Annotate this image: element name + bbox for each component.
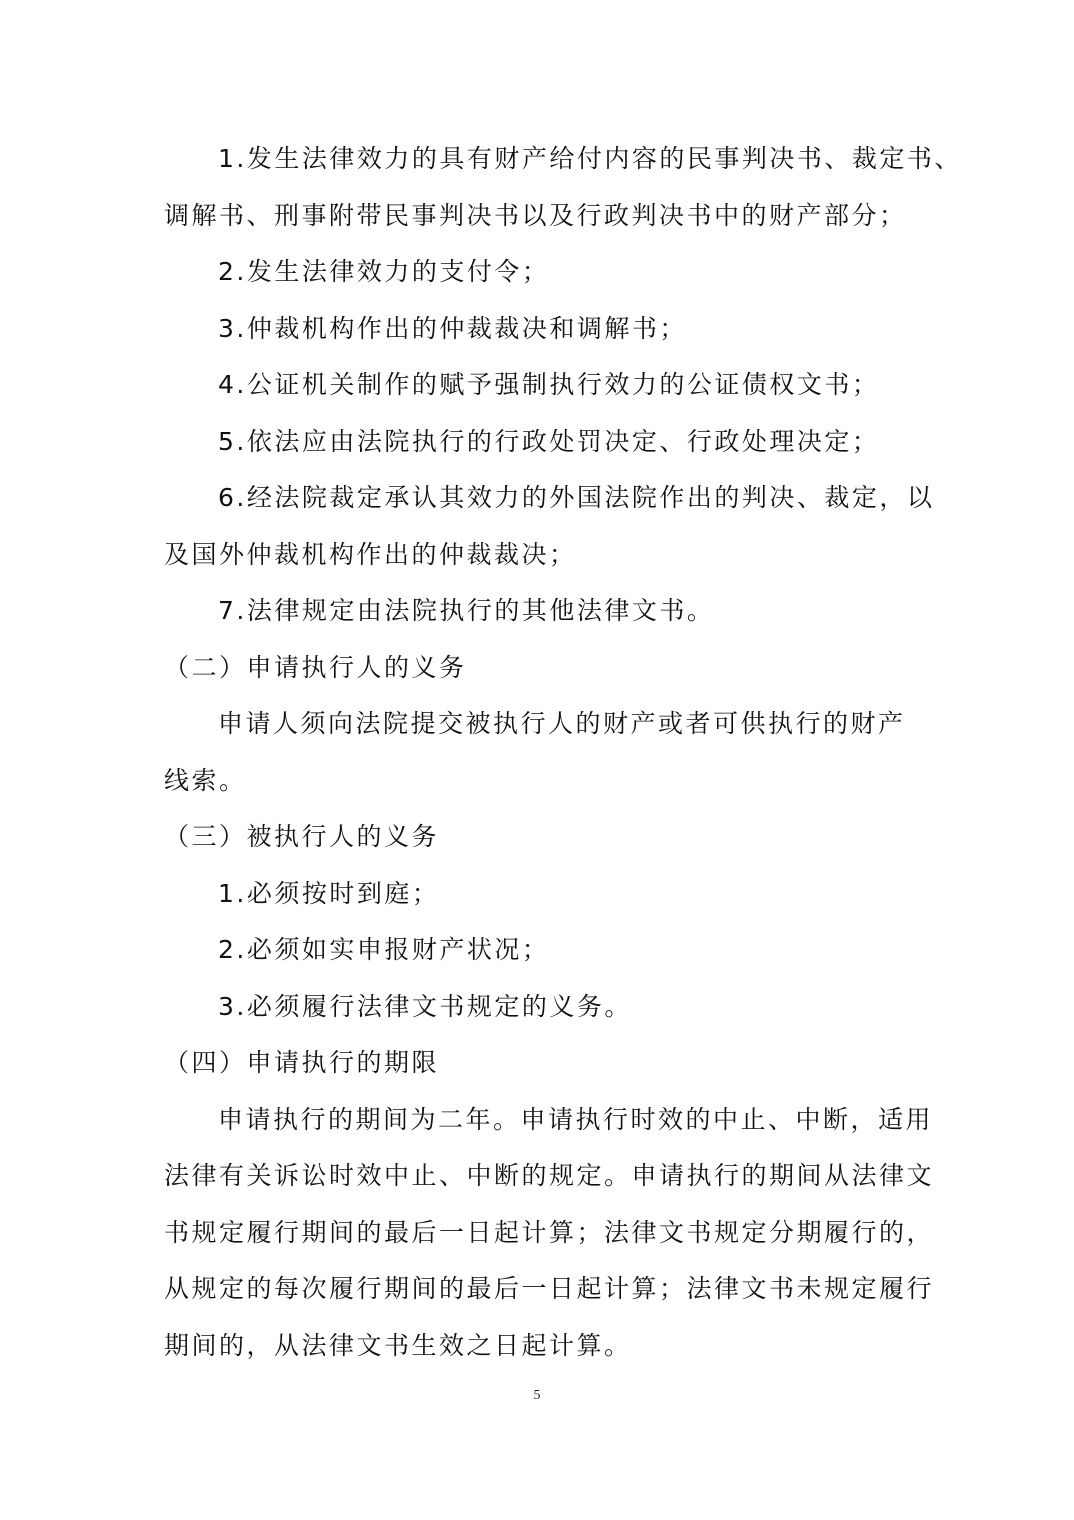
text-line: 3.必须履行法律文书规定的义务。 <box>218 991 632 1021</box>
section-heading: （二）申请执行人的义务 <box>164 652 467 682</box>
text-line: 7.法律规定由法院执行的其他法律文书。 <box>218 596 715 625</box>
text-line: 2.必须如实申报财产状况； <box>218 935 550 964</box>
body-text <box>164 131 962 1374</box>
text-line: 从规定的每次履行期间的最后一日起计算；法律文书未规定履行 <box>164 1274 935 1303</box>
text-line: 线索。 <box>164 765 247 795</box>
text-line: 期间的，从法律文书生效之日起计算。 <box>164 1330 632 1360</box>
text-line: 及国外仲裁机构作出的仲裁裁决； <box>164 539 577 569</box>
page-number: 5 <box>533 1388 541 1403</box>
section-heading: （四）申请执行的期限 <box>164 1048 440 1077</box>
section-heading: （三）被执行人的义务 <box>164 822 440 851</box>
text-line: 法律有关诉讼时效中止、中断的规定。申请执行的期间从法律文 <box>164 1161 935 1190</box>
text-line: 4.公证机关制作的赋予强制执行效力的公证债权文书； <box>218 370 880 399</box>
text-line: 1.必须按时到庭； <box>218 878 440 908</box>
text-line: 6.经法院裁定承认其效力的外国法院作出的判决、裁定，以 <box>218 483 935 512</box>
text-line: 书规定履行期间的最后一日起计算；法律文书规定分期履行的， <box>164 1217 935 1247</box>
text-line: 调解书、刑事附带民事判决书以及行政判决书中的财产部分； <box>164 200 907 230</box>
text-line: 1.发生法律效力的具有财产给付内容的民事判决书、裁定书、 <box>218 144 962 173</box>
text-line: 3.仲裁机构作出的仲裁裁决和调解书； <box>218 313 687 343</box>
text-line: 2.发生法律效力的支付令； <box>218 257 550 286</box>
text-line: 申请执行的期间为二年。申请执行时效的中止、中断，适用 <box>218 1104 934 1134</box>
text-line: 5.依法应由法院执行的行政处罚决定、行政处理决定； <box>218 426 880 456</box>
text-line: 申请人须向法院提交被执行人的财产或者可供执行的财产 <box>218 709 906 738</box>
